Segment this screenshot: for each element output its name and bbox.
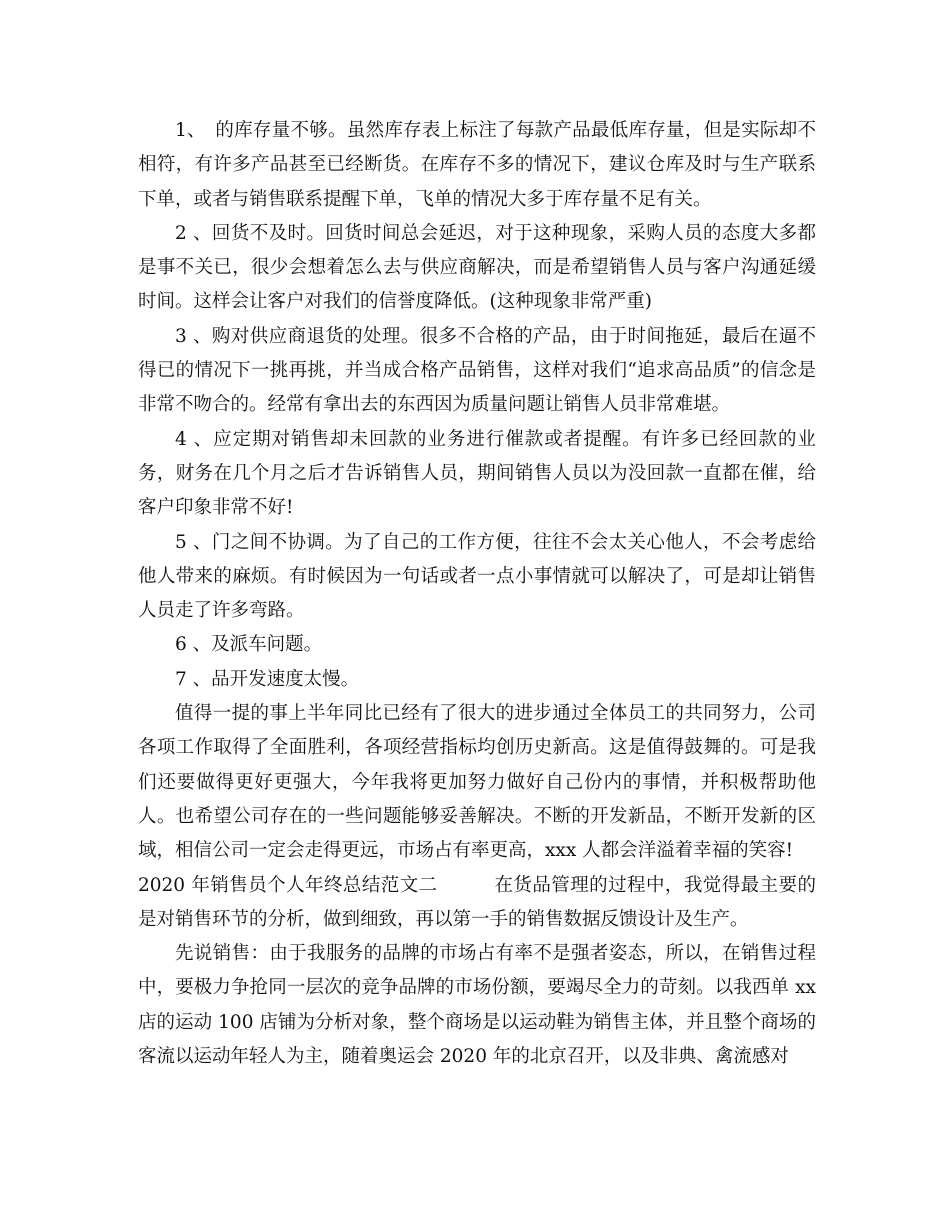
section-heading-paragraph: 2020 年销售员个人年终总结范文二 在货品管理的过程中，我觉得最主要的是对销售环节的分析，做到细致，再以第一手的销售数据反馈设计及生产。: [138, 874, 816, 930]
paragraph-item-6: 6 、及派车问题。: [175, 634, 323, 656]
paragraph-item-5: 5 、门之间不协调。为了自己的工作方便，往往不会太关心他人，不会考虑给他人带来的麻烦。有时候因为一句话或者一点小事情就可以解决了，可是却让销售人员走了许多弯路。: [138, 531, 816, 622]
document-body: [138, 114, 816, 1074]
paragraph-item-2: 2 、回货不及时。回货时间总会延迟，对于这种现象，采购人员的态度大多都是事不关已，很少会想着怎么去与供应商解决，而是希望销售人员与客户沟通延缓时间。这样会让客户对我们的信誉度降低。(这种现象非常严重): [138, 222, 816, 313]
summary-paragraph: 值得一提的事上半年同比已经有了很大的进步通过全体员工的共同努力，公司各项工作取得了全面胜利，各项经营指标均创历史新高。这是值得鼓舞的。可是我们还要做得更好更强大，今年我将更加努力做好自己份内的事情，并积极帮助他人。也希望公司存在的一些问题能够妥善解决。不断的开发新品，不断开发新的区域，相信公司一定会走得更远，市场占有率更高，xxx 人都会洋溢着幸福的笑容!: [138, 703, 816, 862]
paragraph-item-7: 7 、品开发速度太慢。: [175, 668, 360, 690]
sales-analysis-paragraph: 先说销售：由于我服务的品牌的市场占有率不是强者姿态，所以，在销售过程中，要极力争抢同一层次的竞争品牌的市场份额，要竭尽全力的苛刻。以我西单 xx 店的运动 100 店铺为分析对象，整个商场是以运动鞋为销售主体，并且整个商场的客流以运动年轻人为主，随着奥运会 2020 年的北京召开，以及非典、禽流感对: [138, 943, 816, 1068]
paragraph-item-3: 3 、购对供应商退货的处理。很多不合格的产品，由于时间拖延，最后在逼不得已的情况下一挑再挑，并当成合格产品销售，这样对我们“追求高品质”的信念是非常不吻合的。经常有拿出去的东西因为质量问题让销售人员非常难堪。: [138, 325, 816, 416]
paragraph-item-4: 4 、应定期对销售却未回款的业务进行催款或者提醒。有许多已经回款的业务，财务在几个月之后才告诉销售人员，期间销售人员以为没回款一直都在催，给客户印象非常不好!: [138, 428, 816, 519]
paragraph-item-1: 1、 的库存量不够。虽然库存表上标注了每款产品最低库存量，但是实际却不相符，有许多产品甚至已经断货。在库存不多的情况下，建议仓库及时与生产联系下单，或者与销售联系提醒下单，飞单的情况大多于库存量不足有关。: [138, 120, 816, 210]
